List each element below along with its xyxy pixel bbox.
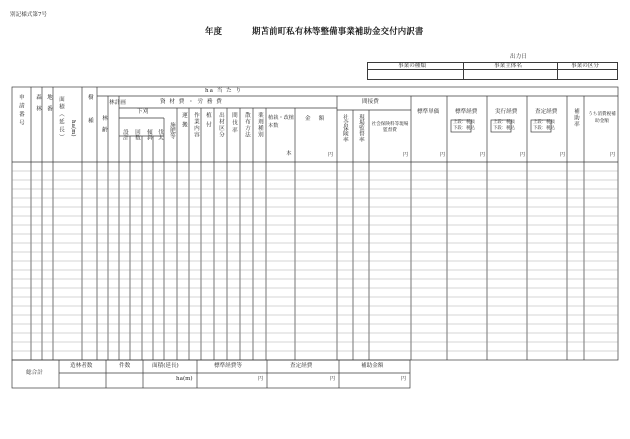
col-transport: 運搬 bbox=[180, 112, 187, 132]
col-std-cost: 標準経費 bbox=[455, 109, 478, 115]
col-site-supervision: 現場監督率 bbox=[357, 114, 364, 142]
business-entity-header: 事業主体名 bbox=[494, 63, 522, 69]
yen-std-cost: 円 bbox=[480, 152, 486, 158]
footer-yen-subsidy: 円 bbox=[401, 376, 407, 382]
footer-yen-assess: 円 bbox=[330, 376, 336, 382]
business-category-header: 事業の区分 bbox=[571, 63, 599, 69]
yen-actual-cost: 円 bbox=[520, 152, 526, 158]
yen-unit-price: 円 bbox=[440, 152, 446, 158]
business-type-header: 事業の種類 bbox=[398, 63, 426, 69]
title-year: 年度 bbox=[205, 26, 223, 36]
footer-std-cost: 標準経費等 bbox=[214, 363, 242, 369]
page-title: 期苫前町私有林等整備事業補助金交付内訳書 bbox=[252, 26, 424, 36]
col-tree-species: 樹種 bbox=[86, 94, 93, 142]
yen-consumption: 円 bbox=[610, 152, 616, 158]
col-understory: 下刈 bbox=[137, 109, 149, 115]
actual-cost-note-1: 上段：税抜 bbox=[493, 120, 515, 125]
yen-amount: 円 bbox=[328, 152, 334, 158]
footer-area: 面積(延長) bbox=[152, 363, 179, 369]
col-fertilizer: 施肥等 bbox=[168, 122, 175, 139]
col-planting-count: 植栽・改植本数 bbox=[268, 115, 294, 129]
col-social-detail: 社会保険料等現場監督費 bbox=[371, 122, 409, 134]
col-forest-plan: 林計画 bbox=[109, 100, 126, 106]
footer-total: 総合計 bbox=[26, 370, 43, 376]
output-date-label: 出力日 bbox=[510, 54, 527, 60]
footer-yen-std: 円 bbox=[258, 376, 264, 382]
yen-assess-cost: 円 bbox=[560, 152, 566, 158]
col-consumption-tax: うち消費税補助金額 bbox=[588, 112, 616, 124]
footer-subsidy: 補助金額 bbox=[361, 363, 384, 369]
col-spray-method: 散布方法 bbox=[243, 112, 250, 139]
col-subsidy-rate: 補助率 bbox=[572, 108, 579, 128]
col-forest-type: 森林 bbox=[34, 94, 41, 118]
std-cost-note-2: 下段：税込 bbox=[453, 126, 475, 131]
col-application-no: 申請番号 bbox=[17, 94, 24, 129]
yen-indirect: 円 bbox=[403, 152, 409, 158]
col-section: 地番 bbox=[45, 94, 52, 118]
footer-planter-count: 造林者数 bbox=[70, 363, 93, 369]
col-cut-design: 設計 bbox=[121, 129, 128, 141]
assess-cost-note-2: 下段：税込 bbox=[533, 126, 555, 131]
col-material-labor: 資 材 費 ・ 労 務 費 bbox=[160, 99, 223, 105]
footer-assess-cost: 査定経費 bbox=[290, 363, 313, 369]
form-number: 別記様式第7号 bbox=[10, 12, 48, 18]
assess-cost-note-1: 上段：税抜 bbox=[533, 120, 555, 125]
col-area: 面積（延長） bbox=[57, 96, 64, 142]
col-per-ha: ha 当 た り bbox=[205, 88, 243, 94]
actual-cost-note-2: 下段：税込 bbox=[493, 126, 515, 131]
col-indirect: 間接費 bbox=[362, 99, 379, 105]
col-cut-thick: 伐太 bbox=[156, 129, 163, 141]
col-thinning-rate: 間伐率 bbox=[230, 112, 237, 135]
col-chemical-type: 薬剤種別 bbox=[256, 112, 263, 139]
col-cut-count: 回数 bbox=[133, 129, 140, 141]
col-assess-cost: 査定経費 bbox=[535, 109, 558, 115]
col-planting: 植付 bbox=[204, 112, 211, 132]
footer-area-unit: ha(m) bbox=[176, 376, 193, 382]
col-age: 林齢 bbox=[100, 115, 107, 139]
col-planting-unit: 本 bbox=[286, 151, 292, 157]
col-cut-slope: 傾斜 bbox=[145, 129, 152, 141]
std-cost-note-1: 上段：税抜 bbox=[453, 120, 475, 125]
footer-case-count: 件数 bbox=[119, 363, 131, 369]
col-amount: 金額 bbox=[305, 116, 333, 122]
col-work-content: 作業内容 bbox=[192, 112, 199, 139]
col-output-class: 出材区分 bbox=[217, 112, 224, 139]
col-social-insurance: 社会保険率 bbox=[341, 114, 348, 142]
col-unit-price: 標準単価 bbox=[417, 109, 440, 115]
col-actual-cost: 実行経費 bbox=[495, 109, 518, 115]
col-area-unit: ha(m) bbox=[69, 120, 76, 137]
